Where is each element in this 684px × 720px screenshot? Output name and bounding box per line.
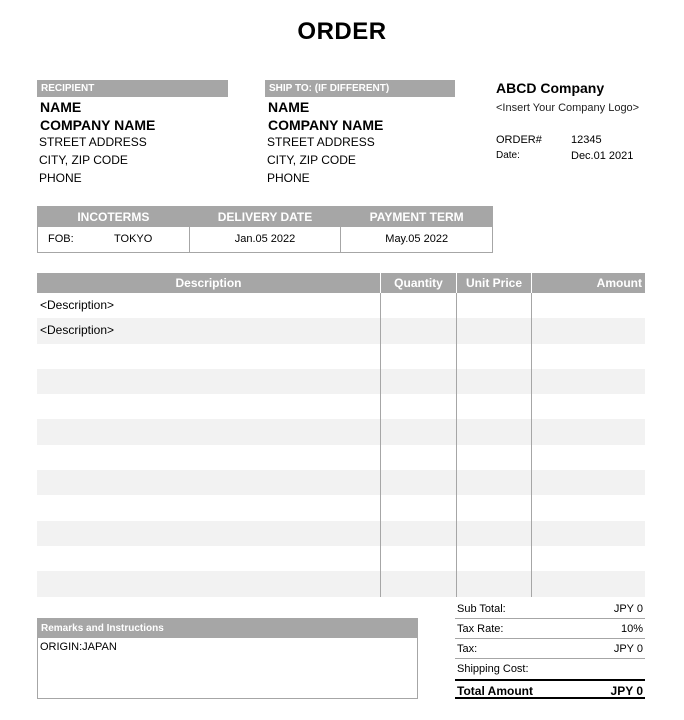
table-row	[37, 495, 645, 520]
incoterm-value[interactable]: TOKYO	[114, 233, 153, 245]
tax-rate-value[interactable]: 10%	[620, 623, 643, 635]
remarks-text[interactable]: ORIGIN:JAPAN	[40, 641, 117, 653]
description-cell[interactable]: <Description>	[40, 323, 115, 338]
description-cell[interactable]	[37, 445, 380, 470]
order-number-value[interactable]: 12345	[571, 134, 602, 146]
unit-price-cell[interactable]	[456, 495, 531, 520]
description-cell[interactable]	[37, 546, 380, 571]
recipient-name[interactable]: NAME	[40, 99, 82, 115]
tax-rate-label: Tax Rate:	[457, 623, 504, 635]
amount-cell[interactable]	[531, 394, 645, 419]
amount-cell[interactable]	[531, 419, 645, 444]
ship-to-block	[265, 80, 455, 187]
quantity-cell[interactable]	[380, 571, 456, 596]
unit-price-cell[interactable]	[456, 445, 531, 470]
tax-rate-row	[455, 619, 645, 639]
ship-to-city[interactable]: CITY, ZIP CODE	[267, 153, 356, 167]
quantity-cell[interactable]	[380, 470, 456, 495]
amount-cell[interactable]	[531, 445, 645, 470]
total-row	[455, 679, 645, 699]
delivery-date-header: DELIVERY DATE	[190, 207, 341, 227]
description-cell[interactable]	[37, 470, 380, 495]
quantity-cell[interactable]	[380, 394, 456, 419]
description-cell[interactable]	[37, 394, 380, 419]
quantity-cell[interactable]	[380, 445, 456, 470]
unit-price-cell[interactable]	[456, 369, 531, 394]
table-row	[37, 445, 645, 470]
ship-to-phone[interactable]: PHONE	[267, 171, 310, 185]
shipping-label: Shipping Cost:	[457, 663, 529, 675]
ship-to-name[interactable]: NAME	[268, 99, 310, 115]
table-row	[37, 344, 645, 369]
unit-price-cell[interactable]	[456, 394, 531, 419]
recipient-block	[37, 80, 228, 187]
payment-term-column	[341, 207, 492, 252]
remarks-box	[37, 618, 418, 699]
recipient-city[interactable]: CITY, ZIP CODE	[39, 153, 128, 167]
description-cell[interactable]: <Description>	[40, 298, 115, 312]
incoterms-column	[38, 207, 190, 252]
totals-block	[455, 599, 645, 699]
quantity-cell[interactable]	[380, 318, 456, 343]
amount-cell[interactable]	[531, 521, 645, 546]
ship-to-header: SHIP TO: (IF DIFFERENT)	[265, 80, 455, 97]
order-date-label: Date:	[496, 150, 520, 161]
page-title: ORDER	[297, 18, 387, 45]
delivery-date-value[interactable]: Jan.05 2022	[234, 233, 296, 245]
quantity-cell[interactable]	[380, 521, 456, 546]
unit-price-cell[interactable]	[456, 318, 531, 343]
items-table	[37, 273, 645, 597]
ship-to-street[interactable]: STREET ADDRESS	[267, 135, 375, 149]
amount-cell[interactable]	[531, 571, 645, 596]
table-row	[37, 546, 645, 571]
table-row	[37, 521, 645, 546]
quantity-cell[interactable]	[380, 344, 456, 369]
table-row	[37, 369, 645, 394]
description-cell[interactable]	[37, 495, 380, 520]
recipient-phone[interactable]: PHONE	[39, 171, 82, 185]
amount-cell[interactable]	[531, 546, 645, 571]
unit-price-cell[interactable]	[456, 521, 531, 546]
table-row	[37, 293, 645, 318]
quantity-cell[interactable]	[380, 419, 456, 444]
tax-row	[455, 639, 645, 659]
recipient-street[interactable]: STREET ADDRESS	[39, 135, 147, 149]
table-row	[37, 394, 645, 419]
remarks-title: Remarks and Instructions	[38, 619, 417, 638]
total-value[interactable]: JPY 0	[610, 684, 643, 698]
order-number-label: ORDER#	[496, 134, 542, 146]
amount-cell[interactable]	[531, 293, 645, 318]
order-date-value[interactable]: Dec.01 2021	[571, 150, 634, 162]
table-row	[37, 571, 645, 596]
amount-cell[interactable]	[531, 470, 645, 495]
recipient-header: RECIPIENT	[37, 80, 228, 97]
description-header: Description	[175, 276, 242, 290]
unit-price-cell[interactable]	[456, 470, 531, 495]
total-label: Total Amount	[457, 684, 533, 698]
subtotal-row	[455, 599, 645, 619]
tax-value[interactable]: JPY 0	[613, 643, 643, 655]
incoterms-header: INCOTERMS	[38, 207, 189, 227]
payment-term-value[interactable]: May.05 2022	[385, 233, 449, 245]
subtotal-value[interactable]: JPY 0	[613, 603, 643, 615]
items-header-row	[37, 273, 645, 293]
company-name[interactable]: ABCD Company	[496, 80, 605, 96]
table-row	[37, 419, 645, 444]
company-logo-placeholder[interactable]: <Insert Your Company Logo>	[496, 102, 640, 114]
incoterm-label: FOB:	[48, 233, 74, 245]
amount-cell[interactable]	[531, 495, 645, 520]
unit-price-header: Unit Price	[456, 273, 531, 293]
ship-to-company[interactable]: COMPANY NAME	[268, 117, 384, 133]
delivery-date-column	[190, 207, 342, 252]
unit-price-cell[interactable]	[456, 293, 531, 318]
amount-header: Amount	[531, 273, 645, 293]
amount-cell[interactable]	[531, 318, 645, 343]
description-cell[interactable]	[37, 344, 380, 369]
payment-term-header: PAYMENT TERM	[341, 207, 492, 227]
unit-price-cell[interactable]	[456, 571, 531, 596]
unit-price-cell[interactable]	[456, 419, 531, 444]
company-block	[496, 80, 666, 162]
quantity-cell[interactable]	[380, 293, 456, 318]
quantity-header: Quantity	[380, 273, 456, 293]
quantity-cell[interactable]	[380, 495, 456, 520]
table-row	[37, 470, 645, 495]
quantity-cell[interactable]	[380, 546, 456, 571]
tax-label: Tax:	[457, 643, 478, 655]
amount-cell[interactable]	[531, 344, 645, 369]
subtotal-label: Sub Total:	[457, 603, 506, 615]
description-cell[interactable]	[37, 571, 380, 596]
description-cell[interactable]	[37, 521, 380, 546]
terms-table	[37, 206, 493, 253]
shipping-row	[455, 659, 645, 679]
amount-cell[interactable]	[531, 369, 645, 394]
description-cell[interactable]	[37, 369, 380, 394]
unit-price-cell[interactable]	[456, 344, 531, 369]
recipient-company[interactable]: COMPANY NAME	[40, 117, 156, 133]
description-cell[interactable]	[37, 419, 380, 444]
unit-price-cell[interactable]	[456, 546, 531, 571]
table-row	[37, 318, 645, 343]
quantity-cell[interactable]	[380, 369, 456, 394]
